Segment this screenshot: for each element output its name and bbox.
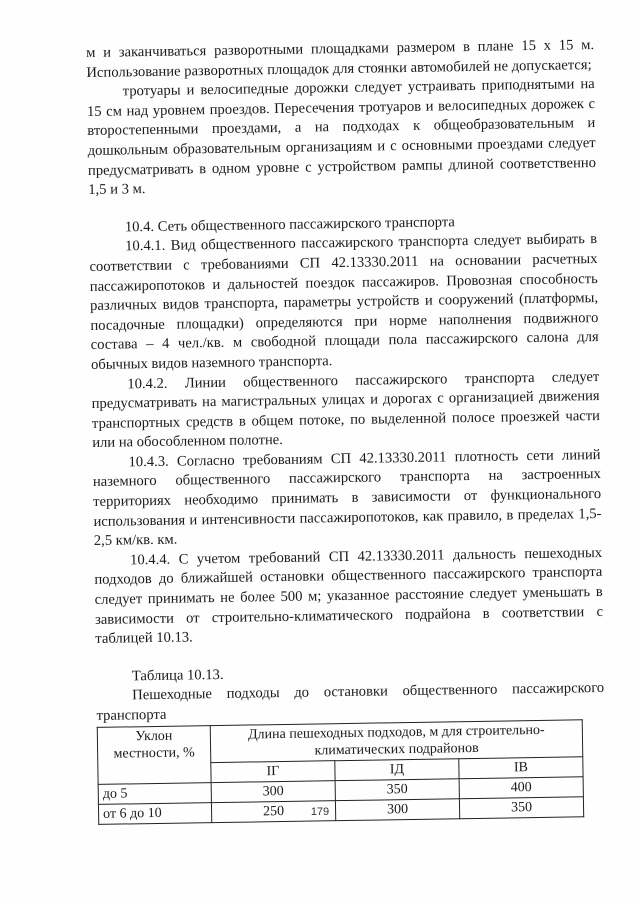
- paragraph-sidewalks: тротуары и велосипедные дорожки следует устраивать приподнятыми на 15 см над уровнем проездов. Пересечения тротуаров и велосипедных дорожек с второстепенными проездами, а на подходах к общеобразовательным и дошкольным образовательным организациям и с основными проездами следует предусматривать в одном уровне с устройством рампы длиной соответственно 1,5 и 3 м.: [86, 76, 597, 199]
- paragraph-10-4-3: 10.4.3. Согласно требованиям СП 42.13330.2011 плотность сети линий наземного общественного пассажирского транспорта на застроенных территориях необходимо принимать в зависимости от функционального использования и интенсивности пассажиропотоков, как правило, в пределах 1,5-2,5 км/кв. км.: [92, 446, 602, 550]
- page-number: 179: [310, 806, 330, 818]
- table-title: Пешеходные подходы до остановки общественного пассажирского транспорта: [96, 680, 605, 724]
- cell-value: 300: [335, 798, 459, 820]
- cell-value: 300: [211, 780, 335, 802]
- page-text: [86, 36, 606, 824]
- subheader-iv: IВ: [459, 756, 583, 778]
- cell-slope: от 6 до 10: [98, 802, 211, 824]
- paragraph-10-4-1: 10.4.1. Вид общественного пассажирского транспорта следует выбирать в соответствии с требованиями СП 42.13330.2011 на основании расчетных пассажиропотоков и дальностей поездок пассажиров. Провозная способность различных видов транспорта, параметры устройств и сооружений (платформы, посадочные площадки) определяются при норме наполнения подвижного состава – 4 чел./кв. м свободной площади пола пассажирского салона для обычных видов наземного транспорта.: [89, 231, 599, 373]
- subheader-ig: IГ: [211, 760, 335, 782]
- cell-value: 350: [335, 778, 459, 800]
- paragraph-continuation: м и заканчиваться разворотными площадками размером в плане 15 х 15 м. Использование разворотных площадок для стоянки автомобилей не допускается;: [86, 37, 595, 81]
- cell-slope: до 5: [98, 782, 211, 804]
- cell-value: 350: [459, 796, 583, 818]
- table-number: Таблица 10.13.: [131, 666, 224, 685]
- section-heading: 10.4. Сеть общественного пассажирского транспорта: [124, 213, 455, 236]
- header-slope: Уклон местности, %: [97, 725, 211, 784]
- paragraph-10-4-2: 10.4.2. Линии общественного пассажирского транспорта следует предусматривать на магистральных улицах и дорогах с организацией движения транспортных средств в общем потоке, по выделенной полосе проезжей части или на обособленном полотне.: [91, 368, 601, 452]
- subheader-id: IД: [335, 758, 459, 780]
- paragraph-10-4-4: 10.4.4. С учетом требований СП 42.13330.2011 дальность пешеходных подходов до ближайшей остановки общественного пассажирского транспорта следует принимать не более 500 м; указанное расстояние следует уменьшать в зависимости от строительно-климатического подрайона в соответствии с таблицей 10.13.: [94, 544, 604, 648]
- cell-value: 250: [211, 800, 335, 822]
- cell-value: 400: [459, 776, 583, 798]
- header-length: Длина пешеходных подходов, м для строительно-климатических подрайонов: [210, 719, 583, 762]
